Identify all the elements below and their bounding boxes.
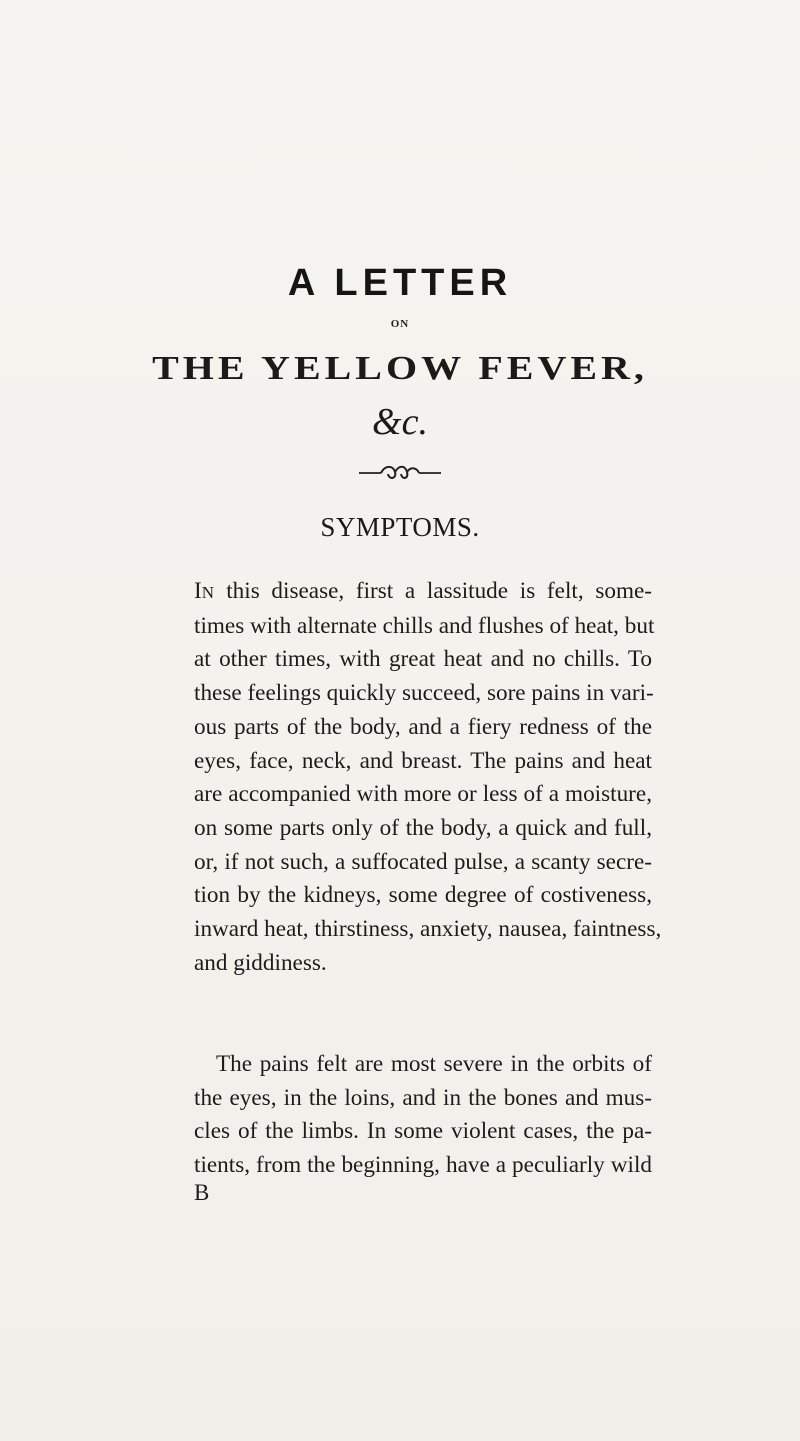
title-connector: ON [390,318,410,330]
etc-mark: &c. [372,401,428,443]
drop-cap: I [194,578,202,604]
fleuron-ornament-icon [359,463,441,483]
section-heading: SYMPTOMS. [320,512,480,542]
text-line: cles of the limbs. In some violent cases, the pa- [194,1118,652,1145]
text-line: the eyes, in the loins, and in the bones and mus- [194,1084,652,1111]
drop-cap-small: N [201,583,215,602]
page-title: A LETTER [287,262,513,304]
text-line: times with alternate chills and flushes of heat, but [194,612,655,639]
text-line: eyes, face, neck, and breast. The pains and heat [194,747,652,774]
text-line: tients, from the beginning, have a peculiarly wild [194,1152,652,1179]
text-line: are accompanied with more or less of a moisture, [194,781,652,808]
text-line: The pains felt are most severe in the orbits of [216,1051,652,1077]
text-line: at other times, with great heat and no chills. To [194,646,652,673]
text-line: and giddiness. [194,949,327,976]
text-line: tion by the kidneys, some degree of costiveness, [194,882,652,909]
text-line: ous parts of the body, and a fiery redness of the [194,713,652,740]
text-line: these feelings quickly succeed, sore pains in vari- [194,680,654,707]
text-line: or, if not such, a suffocated pulse, a scanty secre- [194,848,652,875]
signature-mark: B [194,1180,210,1205]
paragraph-symptoms-2 [194,1048,652,1183]
text-line: on some parts only of the body, a quick and full, [194,814,652,841]
paragraph-symptoms-1 [194,575,662,980]
text-line-content: this disease, first a lassitude is felt, some- [214,578,652,604]
text-line: inward heat, thirstiness, anxiety, nausea, faintness, [194,916,662,943]
subject-title: THE YELLOW FEVER, [152,348,648,387]
text-line [194,575,652,610]
